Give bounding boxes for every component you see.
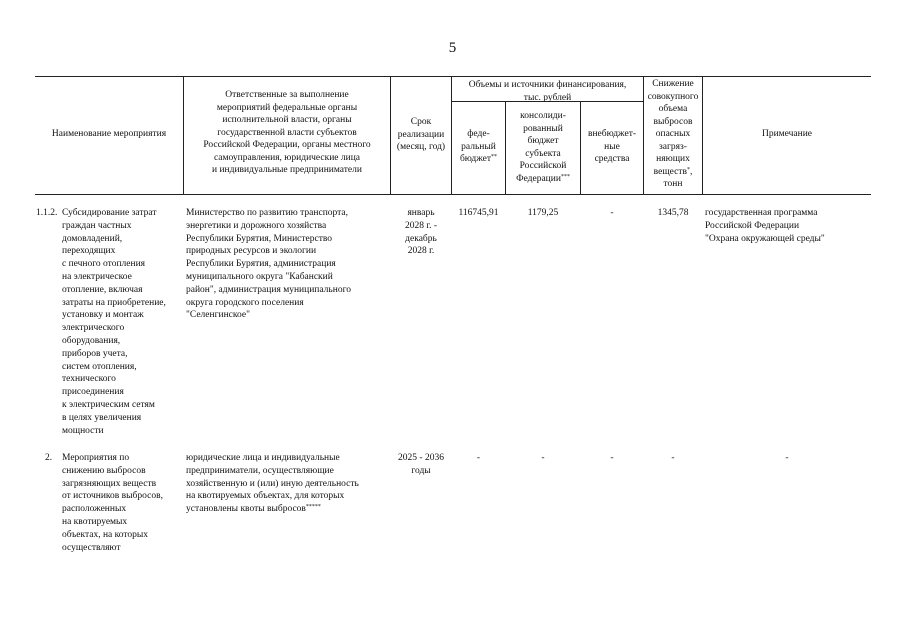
- header-reduction-footnote-mark: *: [686, 166, 690, 173]
- row-2-extra: -: [610, 453, 614, 463]
- col-divider-1: [183, 76, 184, 194]
- header-consolidated-footnote-mark: ***: [560, 173, 570, 180]
- row-1-federal: 116745,91: [458, 208, 499, 218]
- header-note: Примечание: [761, 129, 813, 139]
- header-responsible-text: Ответственные за выполнение мероприятий федеральные органы исполнительной власти, органы государственной власти субъектов Российской Федерации, органы местного самоуправления, юридические лица и индивидуальные предприниматели: [203, 90, 371, 175]
- row-2-period: 2025 - 2036 годы: [398, 453, 444, 476]
- row-2-responsible: [186, 452, 390, 516]
- row-1-period: январь 2028 г. - декабрь 2028 г.: [404, 208, 438, 257]
- page-number: 5: [448, 40, 457, 56]
- row-2-federal: -: [476, 453, 481, 463]
- row-2-responsible-text: юридические лица и индивидуальные предприниматели, осуществляющие хозяйственную и (или) иную деятельность на квотируемых объектах, для которых установлены квоты выбросов: [186, 453, 359, 515]
- header-extra-text: внебюджет- ные средства: [587, 129, 637, 164]
- row-2-reduction: -: [671, 453, 675, 463]
- header-period-text: Срок реализации (месяц, год): [396, 117, 446, 152]
- header-financing: [452, 79, 643, 104]
- row-1-responsible: Министерство по развитию транспорта, энергетики и дорожного хозяйства Республики Бурятия, Министерство природных ресурсов и экологии Республики Бурятия, администрация муниципального округа "Кабанский район", администрация муниципального округа городского поселения "Селенгинское": [186, 208, 351, 321]
- header-period: [391, 116, 451, 154]
- row-1-name: Субсидирование затрат граждан частных домовладений, переходящих с печного отопления на электрическое отопление, включая затраты на приобретение, установку и монтаж электрического оборудования, приборов учета, систем отопления, технического присоединения к электрическим сетям в целях увеличения мощности: [62, 208, 166, 436]
- row-2-responsible-footnote-mark: *****: [305, 504, 321, 511]
- table-top-border: [35, 76, 871, 77]
- row-1-consolidated: 1179,25: [527, 208, 559, 218]
- row-2-number: 2.: [45, 453, 53, 463]
- header-consolidated: [506, 110, 580, 185]
- header-extra: [581, 128, 643, 166]
- row-1-extra: -: [610, 208, 614, 218]
- header-federal-footnote-mark: **: [491, 154, 498, 160]
- row-1-number: 1.1.2.: [36, 208, 58, 218]
- header-reduction-unit: , тонн: [663, 166, 693, 189]
- header-name: Наименование мероприятия: [51, 129, 167, 139]
- header-financing-text: Объемы и источники финансирования, тыс. рублей: [468, 80, 627, 103]
- header-federal: [452, 128, 505, 166]
- row-1-reduction: 1345,78: [657, 208, 689, 218]
- row-1-note: государственная программа Российской Федерации "Охрана окружающей среды": [705, 208, 825, 244]
- header-reduction-text: Снижение совокупного объема выбросов опасных загряз- няющих веществ: [647, 79, 699, 177]
- row-2-note: -: [785, 453, 789, 463]
- header-bottom-border: [35, 194, 871, 195]
- row-2-consolidated: -: [541, 453, 545, 463]
- header-consolidated-text: консолиди- рованный бюджет субъекта Российской Федерации: [516, 111, 567, 184]
- header-federal-text: феде- ральный бюджет: [459, 129, 496, 164]
- header-responsible: [185, 89, 389, 177]
- row-2-name: Мероприятия по снижению выбросов загрязняющих веществ от источников выбросов, расположенных на квотируемых объектах, на которых осуществляют: [62, 453, 163, 553]
- header-reduction: [644, 78, 702, 191]
